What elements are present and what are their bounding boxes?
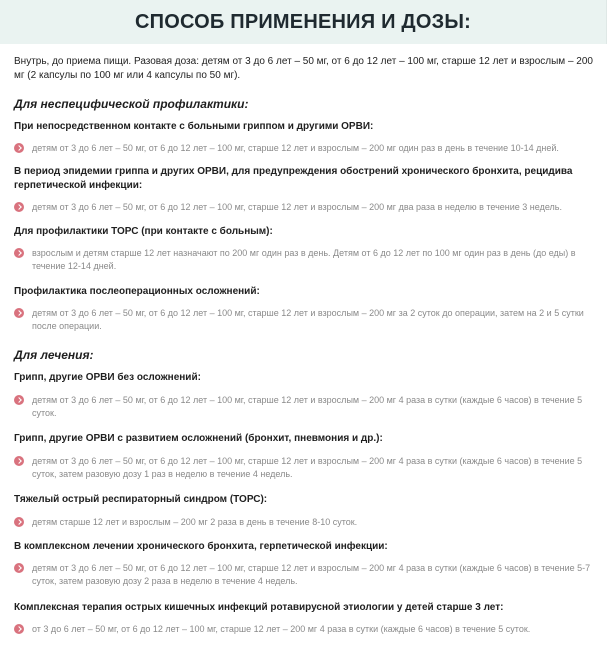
intro-text: Внутрь, до приема пищи. Разовая доза: детям от 3 до 6 лет – 50 мг, от 6 до 12 лет – 100 мг, старше 12 лет и взрослым – 200 мг (2 капсулы по 100 мг или 4 капсулы по 50 мг). bbox=[14, 56, 593, 81]
page-header bbox=[0, 0, 607, 44]
chevron-right-circle-icon bbox=[14, 563, 24, 573]
subheading: В комплексном лечении хронического бронхита, герпетической инфекции: bbox=[14, 541, 388, 552]
subheading: При непосредственном контакте с больными гриппом и другими ОРВИ: bbox=[14, 121, 374, 132]
list-item bbox=[14, 201, 594, 214]
list-item bbox=[14, 247, 594, 273]
chevron-right-circle-icon bbox=[14, 308, 24, 318]
chevron-right-circle-icon bbox=[14, 456, 24, 466]
list-item-text: детям от 3 до 6 лет – 50 мг, от 6 до 12 лет – 100 мг, старше 12 лет и взрослым – 200 мг 4 раза в сутки (каждые 6 часов) в течение 5-7 суток, затем разовую дозу 2 раза в неделю в течение 4 недель. bbox=[32, 563, 591, 586]
list-item bbox=[14, 562, 594, 588]
list-item bbox=[14, 142, 594, 155]
list-item bbox=[14, 455, 594, 481]
chevron-right-circle-icon bbox=[14, 395, 24, 405]
list-item-text: детям от 3 до 6 лет – 50 мг, от 6 до 12 лет – 100 мг, старше 12 лет и взрослым – 200 мг два раза в неделю в течение 3 недель. bbox=[32, 202, 562, 212]
subheading: Комплексная терапия острых кишечных инфекций ротавирусной этиологии у детей старше 3 лет: bbox=[14, 602, 504, 613]
list-item-text: от 3 до 6 лет – 50 мг, от 6 до 12 лет – 100 мг, старше 12 лет – 200 мг 4 раза в сутки (каждые 6 часов) в течение 5 суток. bbox=[32, 624, 531, 634]
section-title-prophylaxis: Для неспецифической профилактики: bbox=[14, 97, 249, 111]
subheading: Грипп, другие ОРВИ с развитием осложнений (бронхит, пневмония и др.): bbox=[14, 433, 383, 444]
page-title: СПОСОБ ПРИМЕНЕНИЯ И ДОЗЫ: bbox=[135, 11, 471, 33]
section-title-treatment: Для лечения: bbox=[14, 348, 94, 362]
subheading: Для профилактики ТОРС (при контакте с больным): bbox=[14, 226, 273, 237]
chevron-right-circle-icon bbox=[14, 202, 24, 212]
list-item-text: детям от 3 до 6 лет – 50 мг, от 6 до 12 лет – 100 мг, старше 12 лет и взрослым – 200 мг за 2 суток до операции, затем на 2 и 5 сутки после операции. bbox=[32, 308, 584, 331]
chevron-right-circle-icon bbox=[14, 517, 24, 527]
list-item-text: детям от 3 до 6 лет – 50 мг, от 6 до 12 лет – 100 мг, старше 12 лет и взрослым – 200 мг один раз в день в течение 10-14 дней. bbox=[32, 143, 559, 153]
subheading: Профилактика послеоперационных осложнений: bbox=[14, 286, 260, 297]
list-item-text: детям от 3 до 6 лет – 50 мг, от 6 до 12 лет – 100 мг, старше 12 лет и взрослым – 200 мг 4 раза в сутки (каждые 6 часов) в течение 5 суток. bbox=[32, 395, 583, 418]
list-item-text: детям старше 12 лет и взрослым – 200 мг 2 раза в день в течение 8-10 суток. bbox=[32, 517, 358, 527]
chevron-right-circle-icon bbox=[14, 248, 24, 258]
list-item-text: взрослым и детям старше 12 лет назначают по 200 мг один раз в день. Детям от 6 до 12 лет по 100 мг один раз в день (до еды) в течение 12-14 дней. bbox=[32, 248, 576, 271]
subheading: В период эпидемии гриппа и других ОРВИ, для предупреждения обострений хронического бронхита, рецидива герпетической инфекции: bbox=[14, 166, 573, 191]
list-item bbox=[14, 307, 594, 333]
chevron-right-circle-icon bbox=[14, 143, 24, 153]
subheading: Грипп, другие ОРВИ без осложнений: bbox=[14, 372, 201, 383]
chevron-right-circle-icon bbox=[14, 624, 24, 634]
subheading: Тяжелый острый респираторный синдром (ТОРС): bbox=[14, 494, 268, 505]
list-item bbox=[14, 516, 594, 529]
list-item bbox=[14, 394, 594, 420]
list-item bbox=[14, 623, 594, 636]
list-item-text: детям от 3 до 6 лет – 50 мг, от 6 до 12 лет – 100 мг, старше 12 лет и взрослым – 200 мг 4 раза в сутки (каждые 6 часов) в течение 5 суток, затем разовую дозу 1 раз в неделю в течение 4 недель. bbox=[32, 456, 583, 479]
